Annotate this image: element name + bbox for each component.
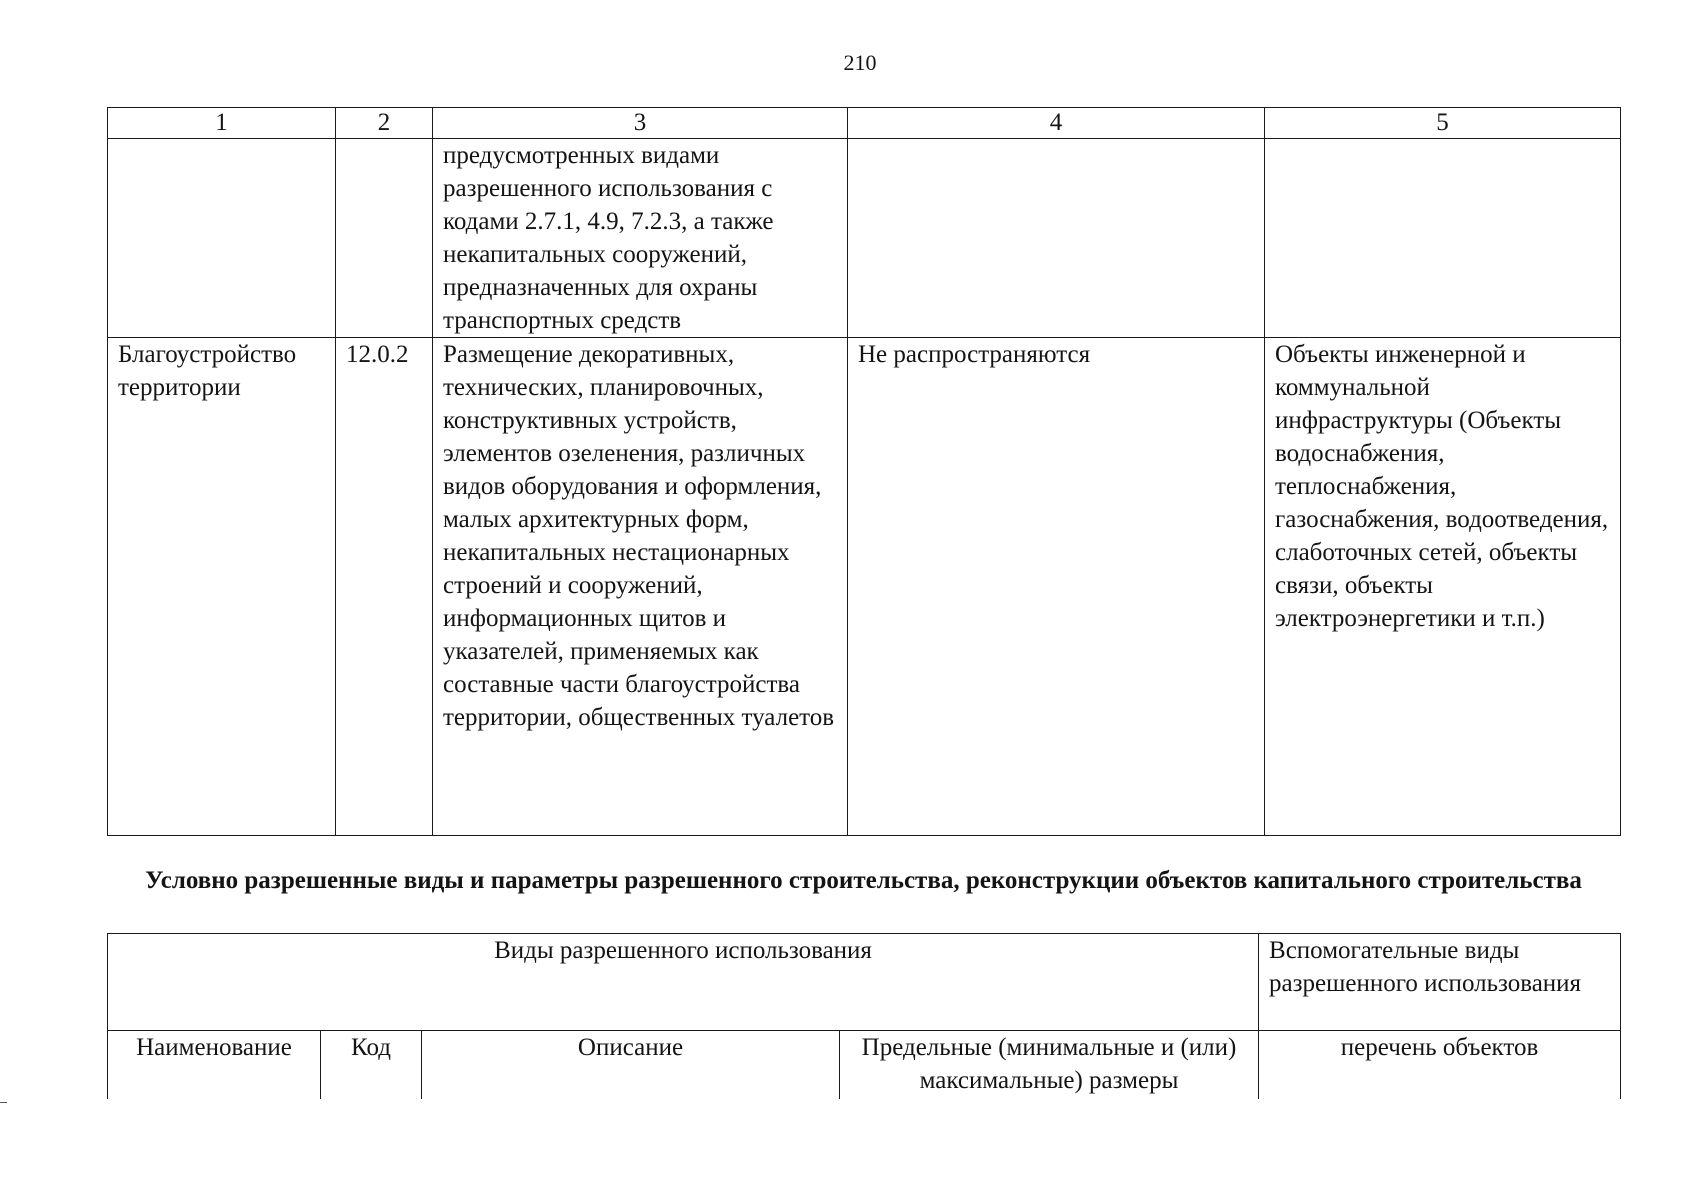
cell-auxiliary (1265, 139, 1621, 338)
group-header-auxiliary: Вспомогательные виды разрешенного использования (1259, 934, 1621, 1031)
cell-name: Благоустройство территории (108, 338, 336, 836)
section-heading: Условно разрешенные виды и параметры разрешенного строительства, реконструкции объектов капитального строительства (145, 867, 1582, 894)
column-header-auxiliary: перечень объектов (1259, 1031, 1621, 1100)
conditional-use-table (107, 933, 1621, 1099)
column-header-name: Наименование (108, 1031, 321, 1100)
cell-limits: Не распространяются (848, 338, 1265, 836)
column-header-description: Описание (422, 1031, 840, 1100)
page-number: 210 (843, 50, 877, 75)
column-number-5: 5 (1265, 108, 1621, 139)
column-header-limits: Предельные (минимальные и (или) максимальные) размеры (840, 1031, 1259, 1100)
cell-auxiliary: Объекты инженерной и коммунальной инфраструктуры (Объекты водоснабжения, теплоснабжения, газоснабжения, водоотведения, слаботочных сетей, объекты связи, объекты электроэнергетики и т.п.) (1265, 338, 1621, 836)
cell-name (108, 139, 336, 338)
table-row (108, 139, 1621, 338)
margin-mark (0, 1102, 7, 1103)
column-number-4: 4 (848, 108, 1265, 139)
cell-limits (848, 139, 1265, 338)
group-header-main: Виды разрешенного использования (108, 934, 1259, 1031)
column-number-2: 2 (336, 108, 433, 139)
column-number-row (108, 108, 1621, 139)
column-header-row (108, 1031, 1621, 1100)
column-number-3: 3 (433, 108, 848, 139)
cell-description: Размещение декоративных, технических, планировочных, конструктивных устройств, элементов озеленения, различных видов оборудования и оформления, малых архитектурных форм, некапитальных нестационарных строений и сооружений, информационных щитов и указателей, применяемых как составные части благоустройства территории, общественных туалетов (433, 338, 848, 836)
permitted-use-table (107, 107, 1621, 836)
cell-code (336, 139, 433, 338)
column-header-code: Код (321, 1031, 422, 1100)
table-row (108, 338, 1621, 836)
cell-code: 12.0.2 (336, 338, 433, 836)
column-number-1: 1 (108, 108, 336, 139)
group-header-row (108, 934, 1621, 1031)
cell-description: предусмотренных видами разрешенного использования с кодами 2.7.1, 4.9, 7.2.3, а также некапитальных сооружений, предназначенных для охраны транспортных средств (433, 139, 848, 338)
